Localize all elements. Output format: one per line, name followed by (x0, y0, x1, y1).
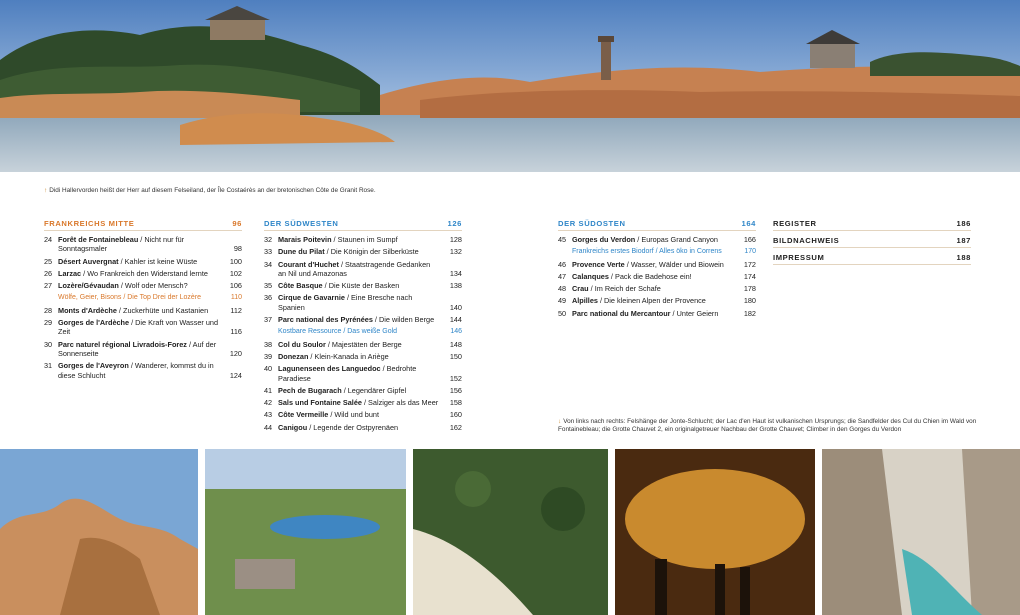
toc-entry[interactable] (264, 398, 462, 407)
entry-number: 33 (264, 247, 273, 257)
entry-number: 41 (264, 385, 273, 395)
toc-entry[interactable] (264, 235, 462, 244)
entry-page: 102 (229, 268, 242, 278)
entry-subtitle: / Wanderer, kommst du in diese Schlucht (58, 361, 214, 380)
bottom-caption (558, 418, 978, 434)
entry-subtitle: / Wild und bunt (328, 410, 379, 420)
entry-subtitle: / Pack die Badehose ein! (608, 271, 692, 281)
entry-number: 26 (44, 268, 53, 278)
entry-page: 158 (449, 398, 462, 408)
entry-subtitle: / Bedrohte Paradiese (278, 364, 417, 383)
toc-entry[interactable] (558, 309, 756, 318)
section-title: DER SÜDOSTEN (558, 219, 626, 228)
entry-number: 35 (264, 281, 273, 291)
misc-page: 187 (956, 236, 971, 245)
entry-title: Frankreichs erstes Biodorf (572, 248, 654, 256)
entry-subtitle: / Kahler ist keine Wüste (118, 256, 198, 266)
entry-page: 100 (229, 256, 242, 266)
toc-entry[interactable] (264, 410, 462, 419)
entry-text (58, 306, 208, 315)
misc-label: REGISTER (773, 219, 817, 228)
entry-title: Larzac (58, 268, 82, 278)
entry-text (278, 398, 438, 407)
entry-title: Gorges de l'Aveyron (58, 361, 129, 371)
entry-subtitle: / Salziger als das Meer (361, 398, 439, 408)
hero-caption-text: Didi Hallervorden heißt der Herr auf diesem Felseiland, der Île Costaérès an der bretonischen Côte de Granit Rose. (49, 187, 376, 194)
entry-title: Parc national du Mercantour (572, 308, 671, 318)
entry-subtitle: / Die Königin der Silberküste (324, 247, 419, 257)
entry-page: 180 (743, 296, 756, 306)
entry-text (278, 293, 412, 311)
entry-number: 32 (264, 235, 273, 244)
entry-title: Forêt de Fontainebleau (58, 235, 139, 244)
entry-subtitle: / Wasser, Wälder und Biowein (624, 259, 724, 269)
toc-section-mitte (44, 219, 242, 383)
entry-subtitle: / Die kleinen Alpen der Provence (597, 296, 706, 306)
entry-title: Canigou (278, 422, 308, 432)
entry-page: 134 (449, 268, 462, 278)
entry-text (58, 269, 208, 278)
bottom-caption-text: Von links nach rechts: Felshänge der Jonte-Schlucht; der Lac d'en Haut ist vulkanischen Ursprungs; die Sandfelder des Cul du Chien im Wald von Fontainebleau; die Grotte Chauvet 2, ein originalgetreuer Nachbau der Grotte Chauvet; Climber in den Gorges du Verdon (558, 418, 977, 433)
entry-title: Côte Vermeille (278, 410, 329, 420)
misc-label: BILDNACHWEIS (773, 236, 840, 245)
entry-title: Pech de Bugarach (278, 385, 342, 395)
arrow-up-icon: ↑ (44, 187, 48, 194)
section-title: DER SÜDWESTEN (264, 219, 339, 228)
entry-title: Wölfe, Geier, Bisons (58, 294, 122, 302)
entry-number: 50 (558, 308, 567, 318)
entry-subtitle: / Legendärer Gipfel (341, 385, 407, 395)
entry-page: 162 (449, 422, 462, 432)
entry-text (278, 281, 399, 290)
toc-register[interactable] (773, 219, 971, 231)
entry-page: 166 (743, 235, 756, 244)
toc-entry[interactable] (44, 306, 242, 315)
toc-section-misc (773, 219, 971, 270)
entry-number: 39 (264, 351, 273, 361)
photo-jonte-gorge (0, 449, 198, 615)
entry-page: 124 (229, 370, 242, 380)
entry-subtitle: / Zuckerhüte und Kastanien (116, 305, 209, 315)
photo-grotte-chauvet (615, 449, 815, 615)
hero-photo-coast (0, 0, 1020, 172)
entry-page: 170 (744, 248, 756, 256)
entry-number: 45 (558, 235, 567, 244)
entry-title: Calanques (572, 271, 609, 281)
toc-entry[interactable] (558, 247, 756, 256)
entry-title: Côte Basque (278, 281, 323, 291)
entry-number: 46 (558, 259, 567, 269)
entry-number: 36 (264, 293, 273, 303)
entry-text (572, 309, 718, 318)
entry-text (278, 364, 416, 382)
toc-section-suedwesten (264, 219, 462, 435)
entry-title: Monts d'Ardèche (58, 305, 117, 315)
entry-text (278, 386, 406, 395)
entry-number: 40 (264, 364, 273, 374)
entry-number: 48 (558, 284, 567, 294)
toc-entry[interactable] (264, 364, 462, 383)
entry-number: 42 (264, 398, 273, 408)
entry-subtitle: / Wolf oder Mensch? (118, 281, 188, 291)
toc-bildnachweis[interactable] (773, 236, 971, 248)
entry-text (58, 235, 184, 253)
entry-number: 29 (44, 318, 53, 328)
section-page: 164 (741, 219, 756, 228)
entry-subtitle: / Die Kraft von Wasser und Zeit (58, 318, 219, 337)
entry-text (278, 340, 402, 349)
entry-page: 150 (449, 351, 462, 361)
arrow-down-icon: ↓ (558, 418, 562, 425)
entry-page: 144 (449, 315, 462, 325)
entry-subtitle: / Klein-Kanada in Ariège (308, 351, 389, 361)
entry-text (58, 257, 197, 266)
entry-page: 182 (743, 308, 756, 318)
entry-subtitle: / Staunen im Sumpf (331, 235, 398, 244)
entry-text (58, 294, 201, 301)
entry-title: Désert Auvergnat (58, 256, 119, 266)
entry-page: 152 (449, 373, 462, 383)
entry-subtitle: / Alles öko in Correns (653, 248, 722, 256)
entry-text (278, 315, 434, 324)
section-page: 126 (447, 219, 462, 228)
toc-entry[interactable] (264, 315, 462, 324)
toc-entry[interactable] (264, 247, 462, 256)
entry-number: 43 (264, 410, 273, 420)
entry-subtitle: / Legende der Ostpyrenäen (307, 422, 399, 432)
entry-page: 174 (743, 271, 756, 281)
toc-entry[interactable] (558, 296, 756, 305)
entry-page: 110 (230, 294, 242, 302)
entry-page: 132 (449, 247, 462, 257)
entry-page: 172 (743, 259, 756, 269)
section-header-suedosten[interactable] (558, 219, 756, 231)
hero-caption (44, 187, 544, 195)
entry-list (44, 235, 242, 380)
entry-number: 27 (44, 281, 53, 291)
toc-entry[interactable] (44, 361, 242, 380)
entry-text (278, 410, 379, 419)
entry-title: Alpilles (572, 296, 598, 306)
entry-page: 140 (449, 302, 462, 312)
toc-entry[interactable] (264, 327, 462, 336)
entry-title: Gorges du Verdon (572, 235, 636, 244)
toc-impressum[interactable] (773, 253, 971, 265)
entry-subtitle: / Die Top Drei der Lozère (121, 294, 202, 302)
entry-title: Gorges de l'Ardèche (58, 318, 130, 328)
entry-subtitle: / Im Reich der Schafe (588, 284, 661, 294)
toc-entry[interactable] (558, 260, 756, 269)
entry-text (278, 235, 398, 244)
misc-page: 188 (956, 253, 971, 262)
toc-entry[interactable] (44, 281, 242, 290)
toc-entry[interactable] (558, 284, 756, 293)
entry-title: Parc national des Pyrénées (278, 315, 373, 325)
entry-text (572, 296, 706, 305)
toc-entry[interactable] (44, 293, 242, 302)
toc-entry[interactable] (44, 257, 242, 266)
entry-number: 25 (44, 256, 53, 266)
entry-text (58, 361, 214, 379)
entry-number: 37 (264, 315, 273, 325)
entry-title: Donezan (278, 351, 309, 361)
entry-text (278, 352, 389, 361)
entry-number: 49 (558, 296, 567, 306)
entry-text (278, 260, 430, 278)
toc-entry[interactable] (264, 293, 462, 312)
toc-entry[interactable] (264, 340, 462, 349)
entry-text (58, 318, 218, 336)
entry-list (264, 235, 462, 432)
entry-title: Sals und Fontaine Salée (278, 398, 362, 408)
entry-text (572, 260, 724, 269)
entry-number: 30 (44, 339, 53, 349)
entry-page: 178 (743, 284, 756, 294)
entry-title: Col du Soulor (278, 339, 326, 349)
entry-text (572, 235, 718, 244)
photo-cul-du-chien (413, 449, 608, 615)
entry-text (572, 248, 722, 255)
entry-page: 138 (449, 281, 462, 291)
entry-page: 160 (449, 410, 462, 420)
entry-title: Kostbare Ressource (278, 328, 342, 336)
entry-subtitle: / Majestäten der Berge (325, 339, 402, 349)
section-page: 96 (232, 219, 242, 228)
entry-page: 120 (229, 348, 242, 358)
entry-page: 106 (229, 281, 242, 291)
entry-number: 47 (558, 271, 567, 281)
entry-title: Crau (572, 284, 589, 294)
toc-entry[interactable] (264, 386, 462, 395)
entry-text (278, 247, 419, 256)
toc-entry[interactable] (44, 340, 242, 359)
toc-entry[interactable] (44, 269, 242, 278)
toc-section-suedosten (558, 219, 756, 321)
entry-title: Marais Poitevin (278, 235, 332, 244)
toc-entry[interactable] (264, 260, 462, 279)
entry-subtitle: / Wo Frankreich den Widerstand lernte (81, 268, 208, 278)
entry-text (278, 423, 398, 432)
entry-page: 98 (233, 244, 242, 254)
entry-subtitle: / Nicht nur für Sonntagsmaler (58, 235, 185, 254)
entry-subtitle: / Staatstragende Gedanken an Nil und Amazonas (278, 259, 431, 278)
entry-subtitle: / Auf der Sonnenseite (58, 339, 217, 358)
entry-title: Lagunenseen des Languedoc (278, 364, 381, 374)
entry-subtitle: / Die Küste der Basken (322, 281, 400, 291)
photo-gorges-du-verdon (822, 449, 1020, 615)
entry-title: Provence Verte (572, 259, 625, 269)
entry-title: Dune du Pilat (278, 247, 325, 257)
entry-subtitle: / Eine Bresche nach Spanien (278, 293, 413, 312)
entry-number: 24 (44, 235, 53, 244)
entry-number: 28 (44, 305, 53, 315)
entry-number: 31 (44, 361, 53, 371)
entry-page: 156 (449, 385, 462, 395)
entry-list (558, 235, 756, 318)
entry-page: 128 (449, 235, 462, 244)
entry-number: 34 (264, 259, 273, 269)
entry-number: 44 (264, 422, 273, 432)
entry-number: 38 (264, 339, 273, 349)
entry-title: Courant d'Huchet (278, 259, 339, 269)
toc-entry[interactable] (44, 235, 242, 254)
toc-entry[interactable] (44, 318, 242, 337)
entry-subtitle: / Unter Geiern (670, 308, 719, 318)
section-header-suedwesten[interactable] (264, 219, 462, 231)
entry-page: 116 (230, 327, 242, 337)
entry-text (58, 340, 216, 358)
entry-subtitle: / Das weiße Gold (341, 328, 398, 336)
photo-lac-den-haut (205, 449, 406, 615)
entry-text (572, 272, 692, 281)
misc-page: 186 (956, 219, 971, 228)
entry-page: 146 (450, 328, 462, 336)
entry-title: Parc naturel régional Livradois-Forez (58, 339, 187, 349)
section-title: FRANKREICHS MITTE (44, 219, 135, 228)
toc-entry[interactable] (558, 272, 756, 281)
entry-subtitle: / Die wilden Berge (372, 315, 435, 325)
toc-entry[interactable] (264, 423, 462, 432)
misc-label: IMPRESSUM (773, 253, 825, 262)
entry-text (278, 328, 397, 335)
toc-entry[interactable] (264, 352, 462, 361)
entry-title: Cirque de Gavarnie (278, 293, 345, 303)
toc-entry[interactable] (264, 281, 462, 290)
entry-title: Lozère/Gévaudan (58, 281, 119, 291)
entry-text (572, 284, 661, 293)
toc-entry[interactable] (558, 235, 756, 244)
entry-page: 112 (230, 305, 242, 315)
entry-text (58, 281, 188, 290)
section-header-mitte[interactable] (44, 219, 242, 231)
entry-subtitle: / Europas Grand Canyon (635, 235, 718, 244)
entry-page: 148 (449, 339, 462, 349)
